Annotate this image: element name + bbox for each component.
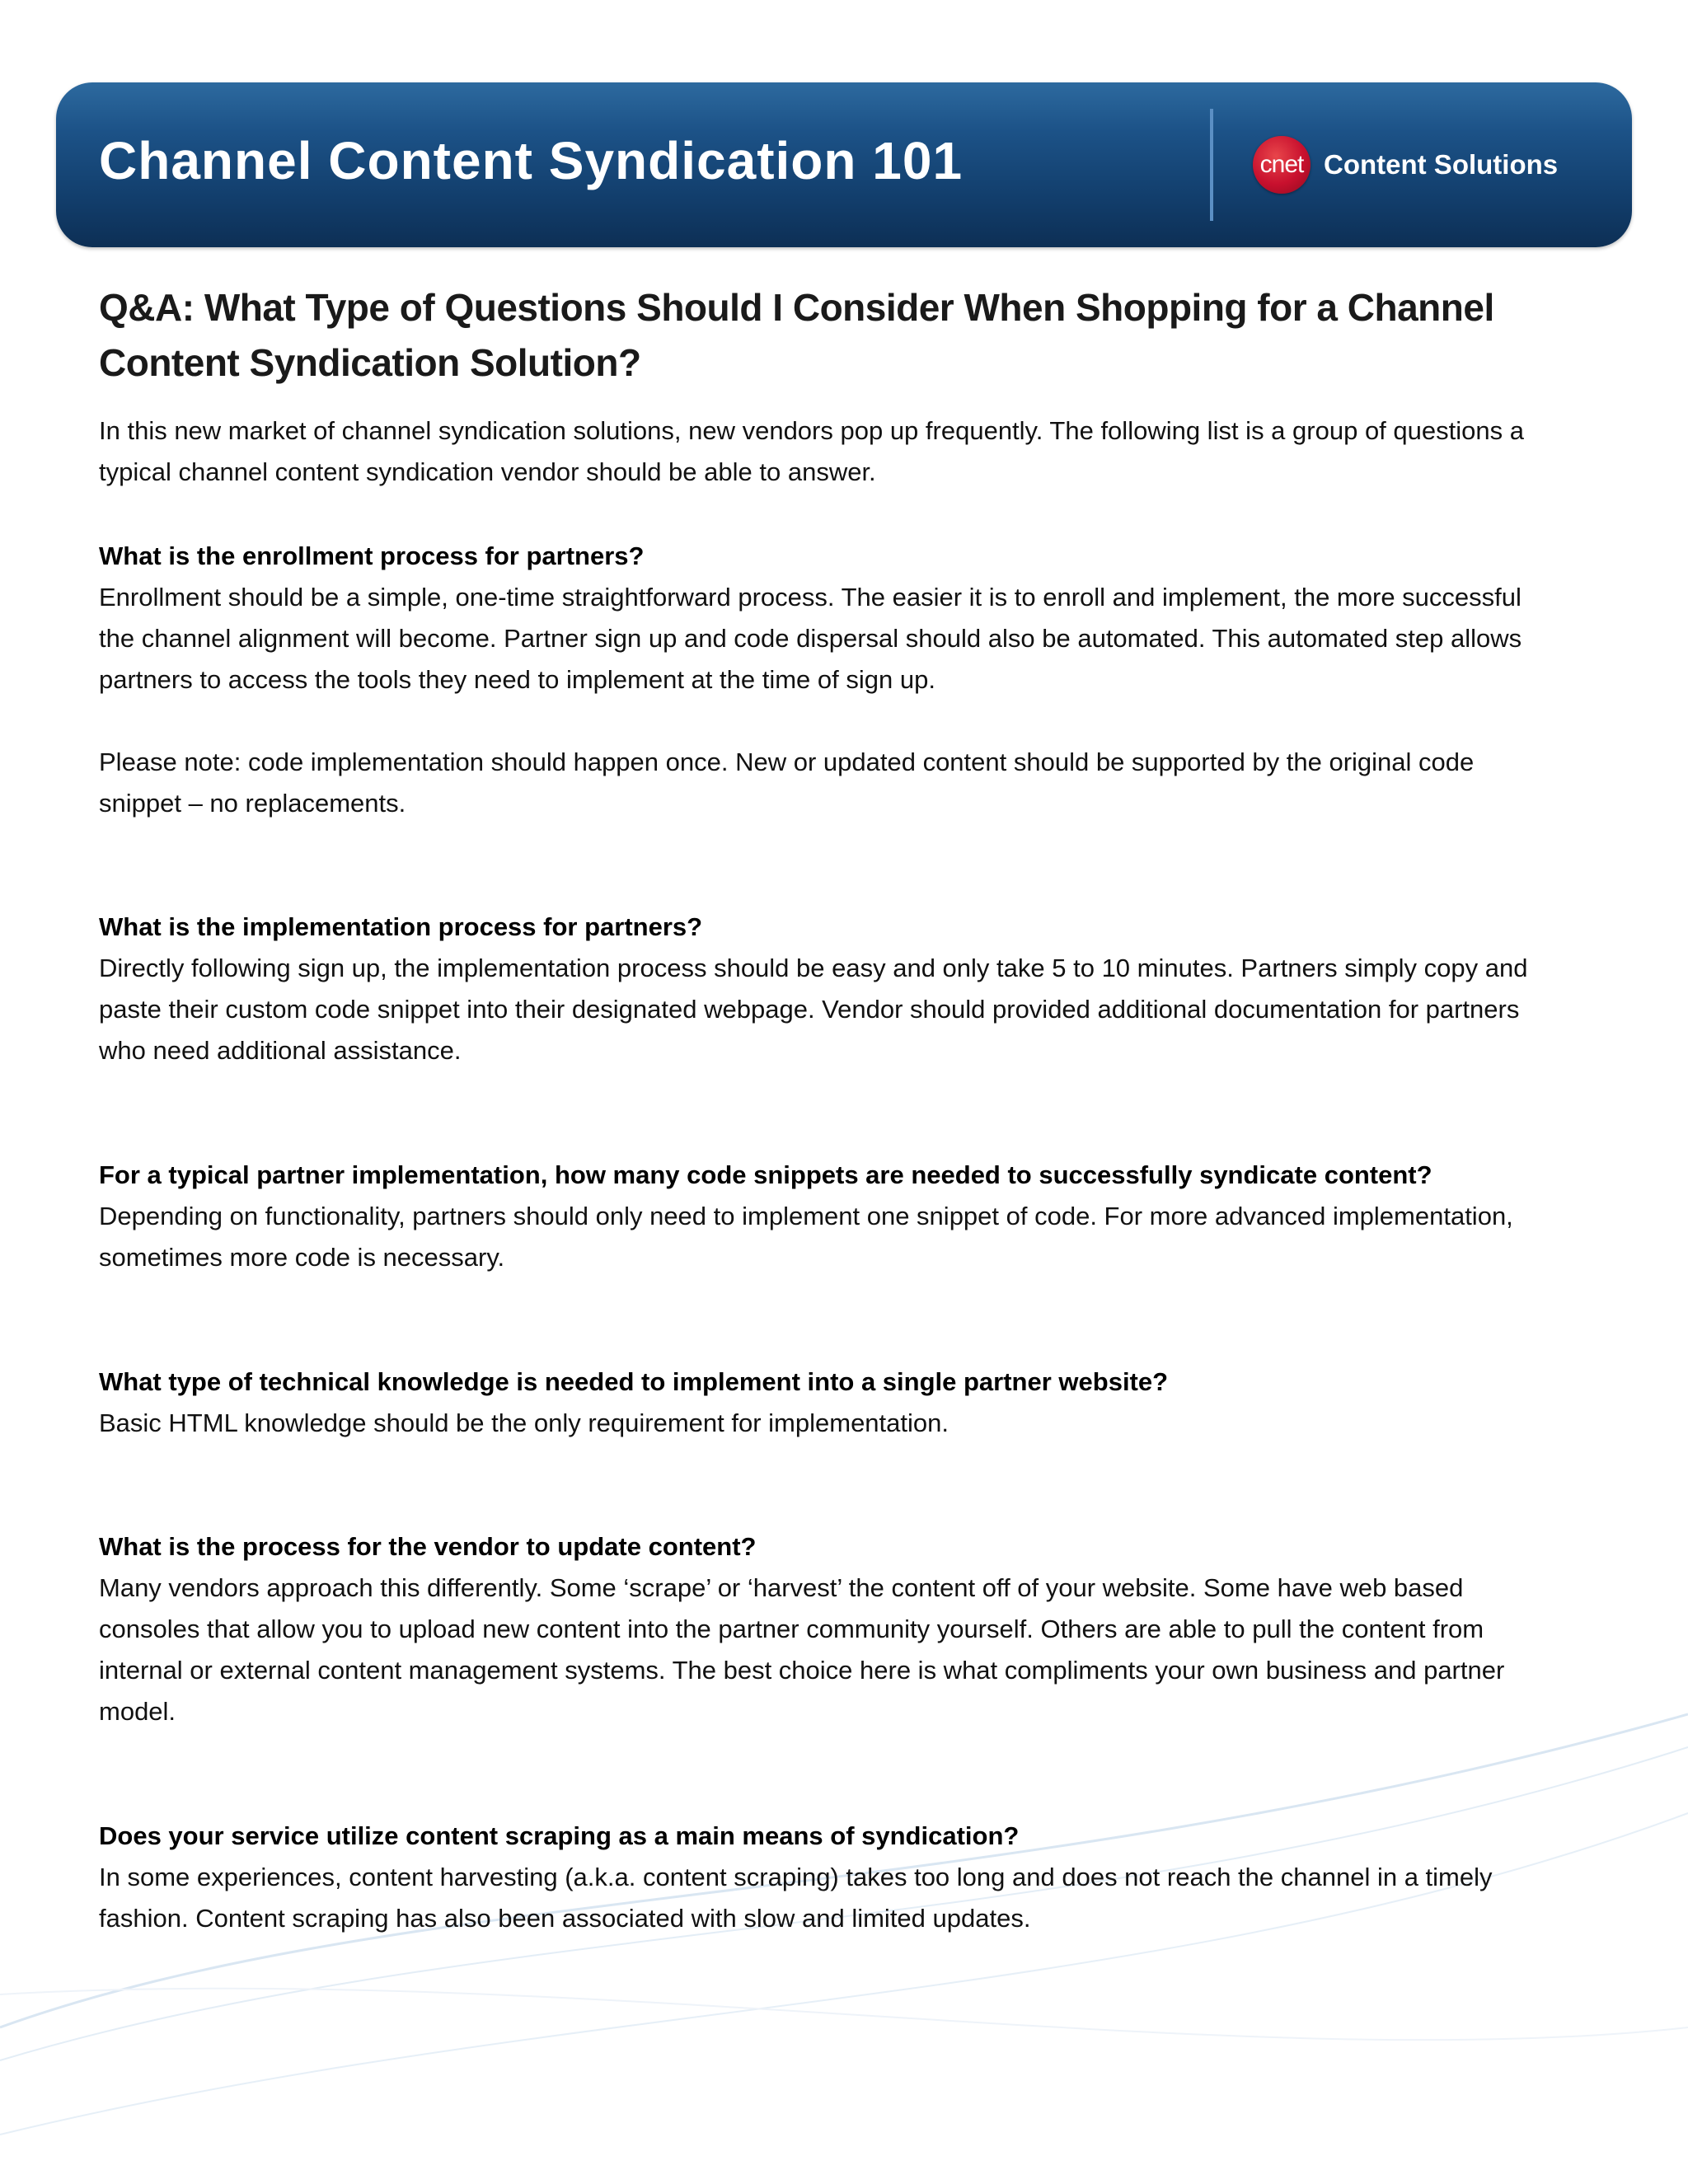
header-divider — [1210, 109, 1213, 221]
question: What is the process for the vendor to update content? — [99, 1532, 757, 1561]
intro-paragraph: In this new market of channel syndication solutions, new vendors pop up frequently. The following list is a group of questions a typical channel content syndication vendor should be able to answer. — [99, 416, 1524, 486]
question: Does your service utilize content scraping as a main means of syndication? — [99, 1821, 1020, 1850]
question: What is the implementation process for partners? — [99, 912, 703, 941]
question: For a typical partner implementation, how many code snippets are needed to successfully syndicate content? — [99, 1160, 1432, 1189]
main-content — [99, 280, 1558, 1933]
answer: Basic HTML knowledge should be the only requirement for implementation. — [99, 1408, 949, 1437]
answer: Directly following sign up, the implementation process should be easy and only take 5 to 10 minutes. Partners simply copy and paste their custom code snippet into their designated webpage. Vendor should provided additional documentation for partners who need additional assistance. — [99, 954, 1528, 1065]
document-title: Channel Content Syndication 101 — [99, 131, 964, 190]
answer: Depending on functionality, partners should only need to implement one snippet of code. For more advanced implementation, sometimes more code is necessary. — [99, 1202, 1513, 1272]
question: What is the enrollment process for partners? — [99, 541, 645, 570]
qa-item — [99, 1526, 1558, 1732]
header-banner — [56, 82, 1632, 247]
cnet-logo: cnet — [1253, 136, 1311, 194]
qa-item — [99, 536, 1558, 824]
qa-item — [99, 907, 1558, 1071]
answer: Enrollment should be a simple, one-time straightforward process. The easier it is to enroll and implement, the more successful the channel alignment will become. Partner sign up and code dispersal should also be automated. This automated step allows partners to access the tools they need to implement at the time of sign up. — [99, 583, 1522, 694]
qa-item — [99, 1816, 1558, 1939]
page-heading: Q&A: What Type of Questions Should I Consider When Shopping for a Channel Content Syndication Solution? — [99, 286, 1494, 384]
question: What type of technical knowledge is needed to implement into a single partner website? — [99, 1367, 1169, 1396]
note: Please note: code implementation should happen once. New or updated content should be supported by the original code snippet – no replacements. — [99, 748, 1475, 818]
answer: Many vendors approach this differently. Some ‘scrape’ or ‘harvest’ the content off of your website. Some have web based consoles that allow you to upload new content into the partner community yourself. Others are able to pull the content from internal or external content management systems. The best choice here is what compliments your own business and partner model. — [99, 1573, 1505, 1726]
brand — [1253, 132, 1558, 198]
brand-name: Content Solutions — [1324, 149, 1559, 180]
qa-item — [99, 1155, 1558, 1278]
answer: In some experiences, content harvesting (a.k.a. content scraping) takes too long and does not reach the channel in a timely fashion. Content scraping has also been associated with slow and limited updates. — [99, 1863, 1493, 1933]
qa-item — [99, 1361, 1558, 1444]
